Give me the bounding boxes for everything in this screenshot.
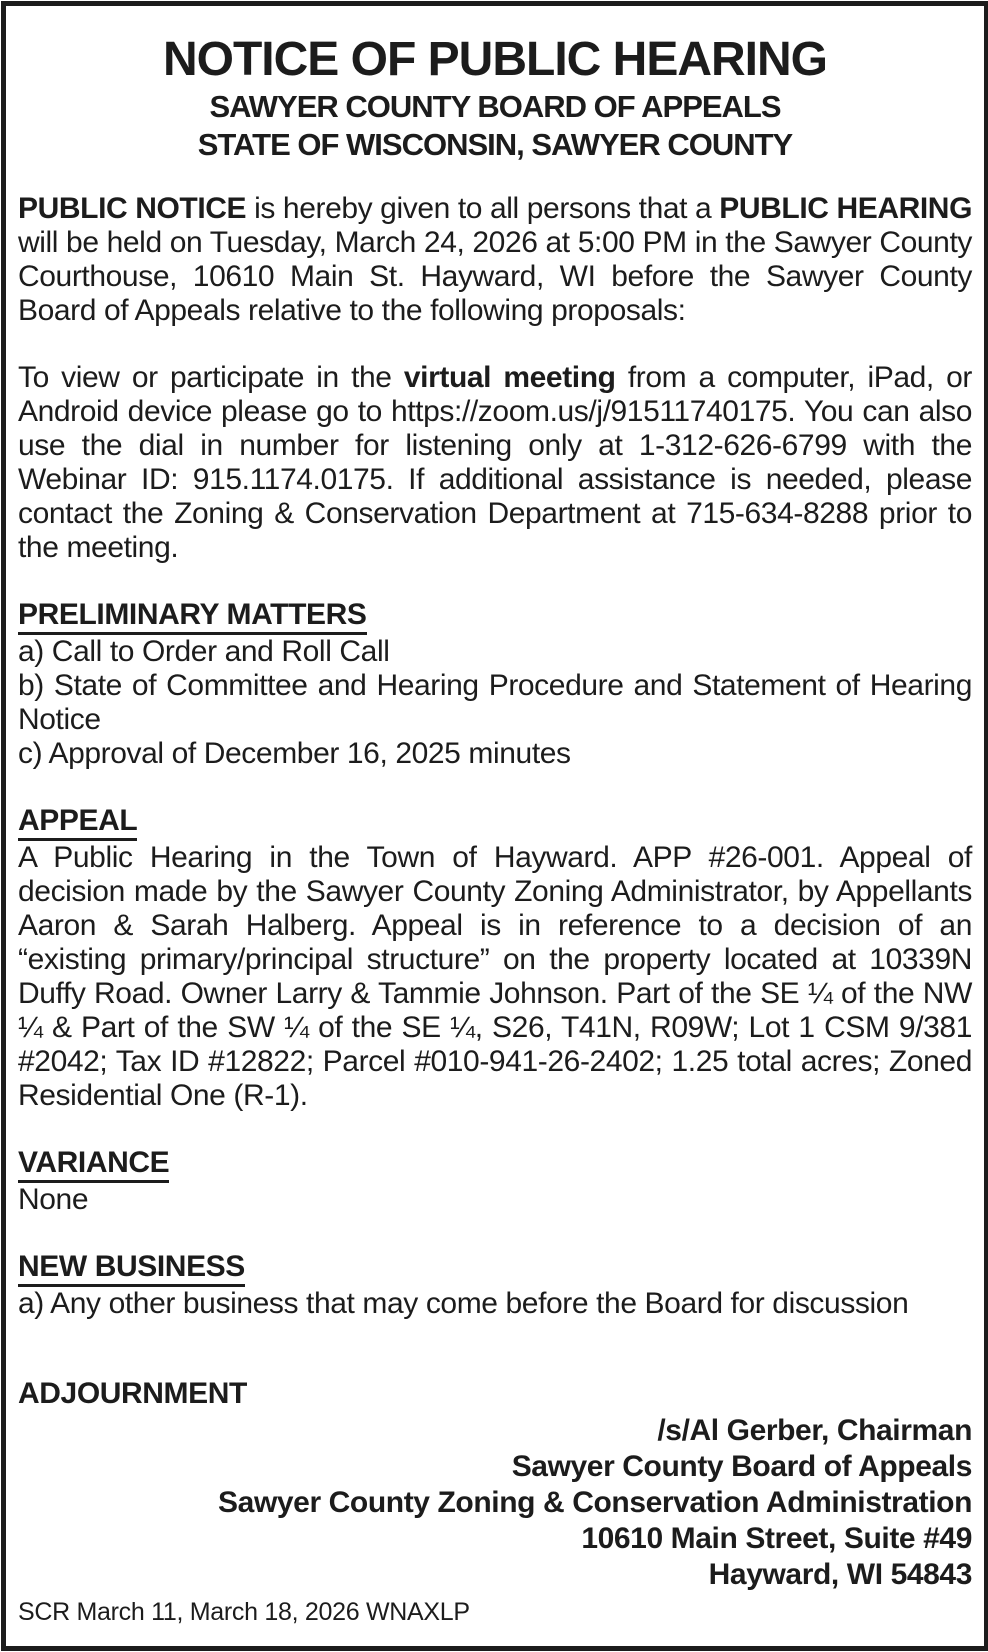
new-business-section — [18, 1250, 972, 1321]
appeal-heading-text: APPEAL — [18, 804, 137, 841]
intro-paragraph — [18, 192, 972, 328]
variance-body: None — [18, 1183, 89, 1216]
new-business-heading — [18, 1250, 972, 1287]
signature-line-chairman: /s/Al Gerber, Chairman — [657, 1414, 972, 1447]
intro-text-2: will be held on Tuesday, March 24, 2026 at 5:00 PM in the Sawyer County Courthouse, 10610 Main St. Hayward, WI before the Sawyer County Board of Appeals relative to the following proposals: — [18, 226, 972, 327]
intro-text-1: is hereby given to all persons that a — [246, 192, 720, 225]
publication-footer: SCR March 11, March 18, 2026 WNAXLP — [18, 1598, 470, 1626]
signature-line-administration: Sawyer County Zoning & Conservation Administration — [218, 1486, 972, 1519]
preliminary-matters-heading — [18, 598, 972, 635]
preliminary-matters-heading-text: PRELIMINARY MATTERS — [18, 598, 367, 635]
signature-line-city: Hayward, WI 54843 — [708, 1558, 972, 1591]
public-notice-page — [1, 1, 988, 1651]
virtual-meeting-bold: virtual meeting — [403, 361, 616, 394]
variance-section — [18, 1146, 972, 1217]
signature-line-board: Sawyer County Board of Appeals — [511, 1450, 972, 1483]
virtual-meeting-text-1: To view or participate in the — [18, 361, 404, 394]
intro-bold-public-notice: PUBLIC NOTICE — [18, 192, 247, 225]
preliminary-item-a: a) Call to Order and Roll Call — [18, 635, 390, 668]
intro-bold-public-hearing: PUBLIC HEARING — [719, 192, 972, 225]
preliminary-item-b: b) State of Committee and Hearing Procedure and Statement of Hearing Notice — [18, 669, 972, 736]
adjournment-heading: ADJOURNMENT — [18, 1377, 247, 1410]
appeal-heading — [18, 804, 972, 841]
notice-subtitle-state: STATE OF WISCONSIN, SAWYER COUNTY — [197, 127, 793, 162]
preliminary-matters-section — [18, 598, 972, 771]
notice-title: NOTICE OF PUBLIC HEARING — [162, 33, 827, 86]
variance-heading — [18, 1146, 972, 1183]
notice-subtitle-board: SAWYER COUNTY BOARD OF APPEALS — [209, 89, 781, 124]
virtual-meeting-paragraph — [18, 361, 972, 565]
variance-heading-text: VARIANCE — [18, 1146, 169, 1183]
new-business-heading-text: NEW BUSINESS — [18, 1250, 245, 1287]
virtual-meeting-text-2: from a computer, iPad, or Android device please go to https://zoom.us/j/91511740175. You can also use the dial in number for listening only at 1-312-626-6799 with the Webinar ID: 915.1174.0175. If additional assistance is needed, please contact the Zoning & Conservation Department at 715-634-8288 prior to the meeting. — [18, 361, 972, 564]
preliminary-item-c: c) Approval of December 16, 2025 minutes — [18, 737, 571, 770]
signature-block — [18, 1413, 972, 1593]
signature-line-street: 10610 Main Street, Suite #49 — [581, 1522, 972, 1555]
new-business-item-a: a) Any other business that may come before the Board for discussion — [18, 1287, 909, 1320]
notice-masthead — [18, 32, 972, 164]
adjournment-section — [18, 1377, 972, 1411]
appeal-body: A Public Hearing in the Town of Hayward. APP #26-001. Appeal of decision made by the Sawyer County Zoning Administrator, by Appellants Aaron & Sarah Halberg. Appeal is in reference to a decision of an “existing primary/principal structure” on the property located at 10339N Duffy Road. Owner Larry & Tammie Johnson. Part of the SE ¼ of the NW ¼ & Part of the SW ¼ of the SE ¼, S26, T41N, R09W; Lot 1 CSM 9/381 #2042; Tax ID #12822; Parcel #010-941-26-2402; 1.25 total acres; Zoned Residential One (R-1). — [18, 841, 972, 1112]
appeal-section — [18, 804, 972, 1113]
